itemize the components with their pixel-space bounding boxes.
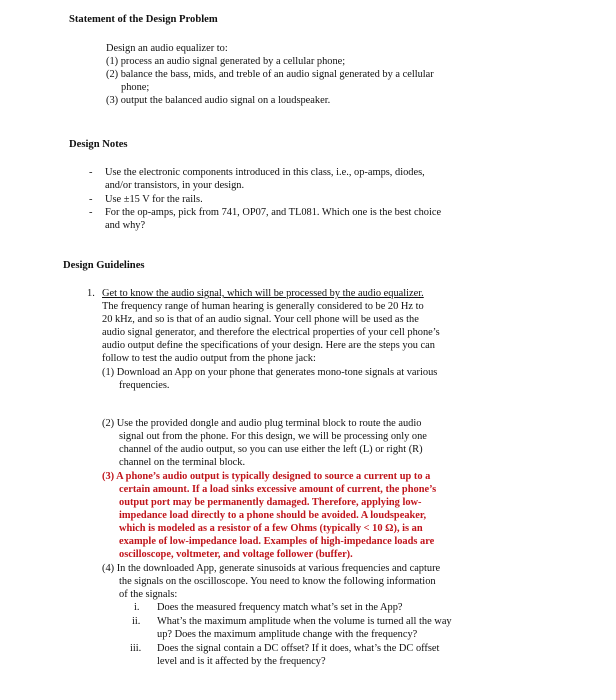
step-1-line-2: frequencies.	[119, 380, 170, 391]
note-3-line-1: For the op-amps, pick from 741, OP07, and TL081. Which one is the best choice	[105, 207, 442, 218]
step-3-warning-line-4: impedance load directly to a phone should be avoided. A loudspeaker,	[119, 510, 427, 521]
guideline-1-title: Get to know the audio signal, which will be processed by the audio equalizer.	[102, 288, 424, 299]
question-ii-line-1: What’s the maximum amplitude when the volume is turned all the way	[157, 616, 452, 627]
note-3-line-2: and why?	[105, 220, 146, 231]
statement-item-3: (3) output the balanced audio signal on a loudspeaker.	[106, 95, 331, 106]
statement-item-2-line-1: (2) balance the bass, mids, and treble of an audio signal generated by a cellular	[106, 69, 434, 80]
question-iii-line-1: Does the signal contain a DC offset? If it does, what’s the DC offset	[157, 643, 440, 654]
statement-item-2-line-2: phone;	[121, 82, 150, 93]
step-4-line-2: the signals on the oscilloscope. You need to know the following information	[119, 576, 436, 587]
guidelines-heading: Design Guidelines	[63, 260, 145, 271]
roman-numeral-ii: ii.	[132, 616, 141, 627]
guideline-1-line-5: audio output define the specifications of your design. Here are the steps you can	[102, 340, 435, 351]
step-3-warning-line-2: certain amount. If a load sinks excessive amount of current, the phone’s	[119, 484, 437, 495]
roman-numeral-iii: iii.	[130, 643, 142, 654]
step-4-line-3: of the signals:	[119, 589, 178, 600]
step-2-line-4: channel on the terminal block.	[119, 457, 246, 468]
notes-heading: Design Notes	[69, 139, 128, 150]
step-3-warning-line-1: (3) A phone’s audio output is typically designed to source a current up to a	[102, 471, 431, 482]
guideline-1-line-6: follow to test the audio output from the phone jack:	[102, 353, 316, 364]
note-2: Use ±15 V for the rails.	[105, 194, 203, 205]
statement-item-1: (1) process an audio signal generated by a cellular phone;	[106, 56, 346, 67]
step-3-warning-line-5: which is modeled as a resistor of a few Ohms (typically < 10 Ω), is an	[119, 523, 423, 534]
note-bullet-2: -	[89, 194, 93, 205]
step-2-line-2: signal out from the phone. For this design, we will be processing only one	[119, 431, 427, 442]
step-1-line-1: (1) Download an App on your phone that generates mono-tone signals at various	[102, 367, 438, 378]
step-4-line-1: (4) In the downloaded App, generate sinusoids at various frequencies and capture	[102, 563, 441, 574]
question-ii-line-2: up? Does the maximum amplitude change with the frequency?	[157, 629, 418, 640]
statement-intro: Design an audio equalizer to:	[106, 43, 228, 54]
note-1-line-2: and/or transistors, in your design.	[105, 180, 245, 191]
guideline-1-line-2: The frequency range of human hearing is generally considered to be 20 Hz to	[102, 301, 424, 312]
question-iii-line-2: level and is it affected by the frequency?	[157, 656, 326, 667]
step-2-line-3: channel of the audio output, so you can use either the left (L) or right (R)	[119, 444, 423, 455]
guideline-1-line-3: 20 kHz, and so is that of an audio signal. Your cell phone will be used as the	[102, 314, 419, 325]
roman-numeral-i: i.	[134, 602, 140, 613]
step-2-line-1: (2) Use the provided dongle and audio plug terminal block to route the audio	[102, 418, 422, 429]
question-i: Does the measured frequency match what’s set in the App?	[157, 602, 403, 613]
note-1-line-1: Use the electronic components introduced in this class, i.e., op-amps, diodes,	[105, 167, 425, 178]
step-3-warning-line-7: oscilloscope, voltmeter, and voltage follower (buffer).	[119, 549, 353, 560]
note-bullet-1: -	[89, 167, 93, 178]
note-bullet-3: -	[89, 207, 93, 218]
statement-heading: Statement of the Design Problem	[69, 14, 218, 25]
guideline-1-line-4: audio signal generator, and therefore the electrical properties of your cell phone’s	[102, 327, 440, 338]
guideline-number-1: 1.	[87, 288, 95, 299]
step-3-warning-line-6: example of low-impedance load. Examples of high-impedance loads are	[119, 536, 435, 547]
step-3-warning-line-3: output port may be permanently damaged. Therefore, applying low-	[119, 497, 422, 508]
